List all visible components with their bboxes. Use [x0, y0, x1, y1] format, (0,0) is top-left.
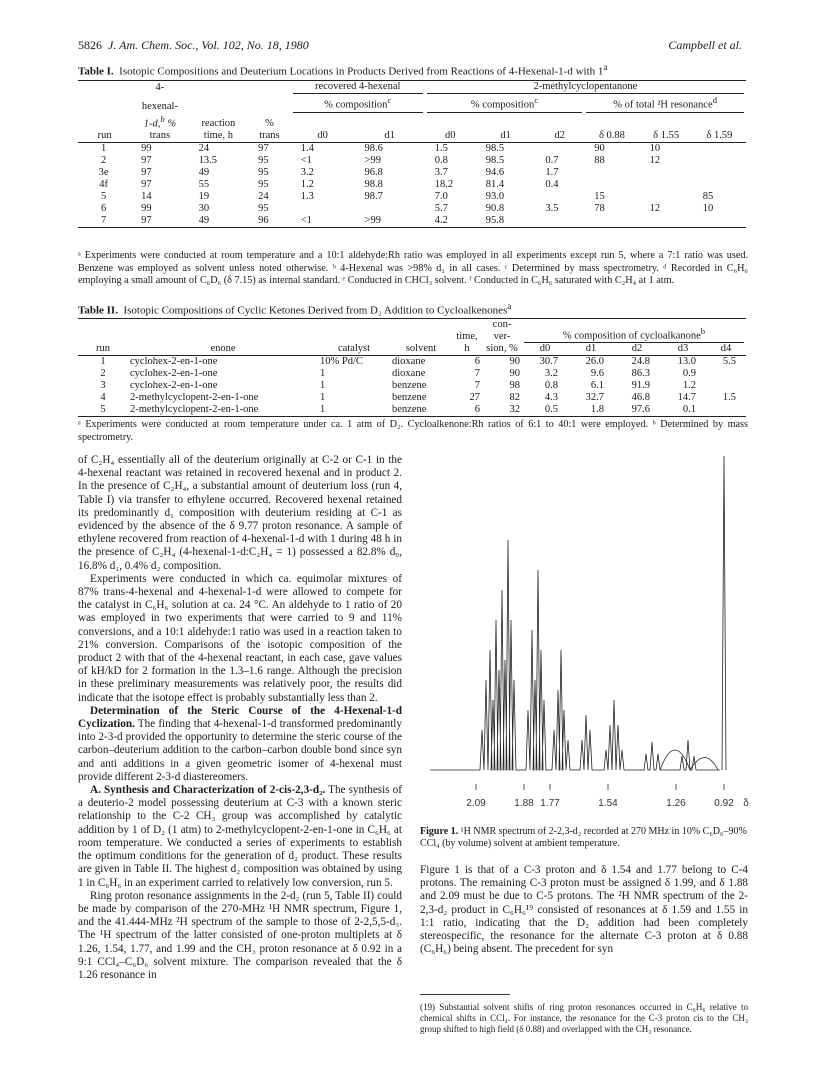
group-recovered-hexenal: recovered 4-hexenal [291, 81, 425, 95]
table-cell: 95 [258, 203, 269, 214]
table-cell: 97 [141, 167, 152, 178]
table-cell: 6 [100, 203, 107, 214]
table-cell: 97 [141, 179, 152, 190]
table-cell: 7 [474, 368, 480, 379]
table-row [78, 356, 746, 369]
page-number: 5826 [78, 38, 102, 52]
table-cell: 12 [649, 155, 661, 166]
table-cell: 0.1 [682, 404, 696, 415]
table-row [78, 203, 746, 215]
table-cell: 93.0 [485, 191, 505, 202]
table-cell: 96 [258, 215, 269, 226]
table-cell: 1.2 [682, 380, 696, 391]
table-cell: 3.7 [434, 167, 448, 178]
table-cell [693, 179, 746, 191]
table1-caption-text: Isotopic Compositions and Deuterium Locations in Products Derived from Reactions of 4-Hexenal-1-d with 1 [119, 65, 604, 78]
table-cell: 97.6 [631, 404, 650, 415]
table-cell: 0.8 [544, 380, 558, 391]
table-cell: 32.7 [585, 392, 604, 403]
table-cell: >99 [364, 155, 381, 166]
table-cell: 5.7 [434, 203, 448, 214]
table2-caption: Table II. Isotopic Compositions of Cyclic Ketones Derived from D₂ Addition to Cycloalkenones$^a$ [78, 301, 512, 317]
axis-tick-label: 1.88 [514, 798, 534, 809]
table-cell: 0.7 [545, 155, 559, 166]
table-cell [693, 143, 746, 156]
table-cell: 0.8 [434, 155, 448, 166]
table-row [78, 191, 746, 203]
table-cell: 3 [100, 380, 106, 391]
footnote-19: (19) Substantial solvent shifts of ring proton resonances occurred in C₆H₆ relative to chemical shifts in CCl₄. For instance, the resonance for the C-3 proton cis to the CH₃ group shifted to high field (δ 0.88) and overlapped with the CH₃ resonance. [420, 1002, 748, 1034]
journal-citation: J. Am. Chem. Soc., Vol. 102, No. 18, 1980 [108, 38, 309, 52]
table-cell: dioxane [392, 356, 426, 367]
table-cell: 7 [474, 380, 480, 391]
table-cell: 86.3 [631, 368, 650, 379]
table-cell: 1 [320, 380, 326, 391]
table-cell: >99 [364, 215, 381, 226]
table-cell: 24 [198, 143, 210, 154]
left-column [78, 454, 402, 982]
table-cell: 15 [594, 191, 605, 202]
table-cell: cyclohex-2-en-1-one [130, 356, 218, 367]
table-cell [640, 191, 693, 203]
table-cell: 1 [320, 404, 326, 415]
table-cell: 1.8 [590, 404, 604, 415]
table-cell [535, 143, 584, 156]
table-cell: 98 [509, 380, 520, 391]
table-cell: 30.7 [539, 356, 558, 367]
table-cell: benzene [392, 380, 427, 391]
table-cell: 9.6 [590, 368, 604, 379]
table-cell [535, 215, 584, 228]
axis-tick-label: 0.92 [714, 798, 734, 809]
table-cell: 95 [258, 167, 269, 178]
table-cell: 4.2 [434, 215, 448, 226]
table-cell: 10 [649, 143, 661, 154]
table2-label: Table II. [78, 304, 118, 317]
table-cell: 1 [320, 368, 326, 379]
table-cell: 10 [702, 203, 714, 214]
table-cell: 13.5 [198, 155, 217, 166]
table-cell [693, 215, 746, 228]
axis-tick-label: 1.77 [540, 798, 560, 809]
table-row [78, 143, 746, 156]
table-row [78, 215, 746, 228]
table-cell: 95 [258, 155, 269, 166]
paragraph: Ring proton resonance assignments in the 2-d₂ (run 5, Table II) could be made by comparison of the 270-MHz ¹H NMR spectrum, Figure 1, and the 41.444-MHz ²H spectrum of the sample to those of 2-2,5,5-d₃. The ¹H spectrum of the latter consisted of one-proton multiplets at δ 1.26, 1.54, 1.77, and 1.99 and the CH₃ proton resonance at δ 0.92 in a 9:1 CCl₄–C₆D₆ solvent mixture. The comparison revealed that the δ 1.26 resonance in [78, 889, 402, 981]
table-cell: 49 [198, 167, 210, 178]
table-cell: 82 [509, 392, 520, 403]
table-cell: 95.8 [485, 215, 505, 226]
table-cell: 32 [509, 404, 520, 415]
paragraph: of C₂H₄ essentially all of the deuterium originally at C-2 or C-1 in the 4-hexenal reactant was retained in recovered hexenal and in product 2. In the presence of C₂H₄, a substantial amount of deuterium loss (run 4, Table I) via transfer to ethylene occurred. Recovered hexenal retained its predominantly d₁ composition with deuterium residing at C-1 as evidenced by the absence of the δ 9.77 proton resonance. A sample of ethylene recovered from reaction of 4-hexenal-1-d with 1 during 48 h in the presence of C₂H₄ (4-hexenal-1-d:C₂H₄ = 1) possessed a 82.8% d₀, 16.8% d₁, 0.4% d₂ composition. [78, 454, 402, 572]
table-cell: 94.6 [485, 167, 505, 178]
table-cell: 26.0 [585, 356, 604, 367]
right-column [420, 864, 748, 956]
table-cell [706, 368, 746, 380]
table-cell: 7 [100, 215, 107, 226]
table-row [78, 167, 746, 179]
table-cell: 55 [198, 179, 210, 190]
spectrum-trace [430, 456, 726, 770]
table-cell: 96.8 [364, 167, 383, 178]
table-cell: 95 [258, 179, 269, 190]
table-cell: 4 [100, 392, 106, 403]
table-cell: 27 [469, 392, 480, 403]
table-cell: 0.5 [544, 404, 558, 415]
table-row [78, 179, 746, 191]
table-cell: 5 [100, 404, 106, 415]
table-cell [706, 404, 746, 417]
table-cell: 97 [141, 155, 152, 166]
table-cell: 13.0 [677, 356, 696, 367]
table-cell: 3e [98, 167, 109, 178]
table-cell: 5 [100, 191, 107, 202]
table-cell: 1.4 [300, 143, 314, 154]
axis-tick-label: 1.54 [598, 798, 618, 809]
table-cell: 81.4 [485, 179, 505, 190]
table-cell: 2-methylcyclopent-2-en-1-one [130, 404, 259, 415]
axis-ticks [466, 784, 749, 809]
table-cell: 1.3 [300, 191, 314, 202]
table1: 4- recovered 4-hexenal 2-methylcyclopentanone hexenal- % composition$^c$ % composition$^c$ % of total ²H resonance$^d$ 1-d,$^b$ % reaction % run trans time, h trans d0 d1 d0 d1 d2 δ 0.88 δ 1.55 δ 1.59 1 99 24 97 1.4 98.6 1.5 98.5 90 10 2 97 13.5 95 <1 >99 0.8 98.5 0.7 88 12 3e 97 49 95 3.2 96.8 3.7 94.6 1.7 4f 97 55 95 1.2 98.8 18.2 81.4 0.4 5 14 19 24 1.3 98.7 7.0 93.0 15 85 6 99 30 95 5.7 90.8 3.5 78 12 10 7 97 49 96 <1 >99 4.2 95.8 [78, 80, 746, 228]
table-cell [693, 155, 746, 167]
table-cell [291, 203, 355, 215]
table-cell: 88 [594, 155, 605, 166]
table-cell: 14.7 [677, 392, 696, 403]
table-cell: 98.8 [364, 179, 383, 190]
table-cell: 99 [141, 143, 152, 154]
table-cell: 1.5 [434, 143, 448, 154]
table-row [78, 368, 746, 380]
table-cell: 4.3 [544, 392, 558, 403]
group-methylcyclopentanone: 2-methylcyclopentanone [425, 81, 746, 95]
table-cell: 2-methylcyclopent-2-en-1-one [130, 392, 259, 403]
nmr-spectrum-figure [420, 450, 750, 815]
figure1-caption: Figure 1. ¹H NMR spectrum of 2-2,3-d₂ recorded at 270 MHz in 10% C₆D₆–90% CCl₄ (by volume) solvent at ambient temperature. [420, 826, 747, 849]
table-cell [584, 179, 639, 191]
table-cell [584, 215, 639, 228]
table-cell: 24 [258, 191, 269, 202]
table-cell: 2 [100, 155, 107, 166]
table-cell: 0.4 [545, 179, 559, 190]
table-cell: 90.8 [485, 203, 505, 214]
table-cell: 10% Pd/C [320, 356, 363, 367]
table-row [78, 392, 746, 404]
table-cell: 1 [320, 392, 326, 403]
table-cell: 1.2 [300, 179, 314, 190]
table-cell: 30 [198, 203, 210, 214]
table2-footnote: ᵃ Experiments were conducted at room temperature under ca. 1 atm of D₂. Cycloalkenone:Rh ratios of 6:1 to 40:1 were employed. ᵇ Determined by mass spectrometry. [78, 419, 748, 443]
table-cell: 98.7 [364, 191, 383, 202]
axis-tick-label: 1.26 [666, 798, 686, 809]
table1-caption: Table I. Isotopic Compositions and Deuterium Locations in Products Derived from Reactions of 4-Hexenal-1-d with 1$^a$ [78, 62, 608, 78]
table-cell: 90 [509, 356, 520, 367]
table-cell: 97 [141, 215, 152, 226]
table-cell: 98.6 [364, 143, 383, 154]
table-cell: cyclohex-2-en-1-one [130, 380, 218, 391]
table-cell: 85 [702, 191, 714, 202]
table-cell [355, 203, 425, 215]
table-cell: 18.2 [434, 179, 454, 190]
table-row [78, 404, 746, 417]
table-cell [693, 167, 746, 179]
table-cell: dioxane [392, 368, 426, 379]
table-cell: 3.2 [544, 368, 558, 379]
table-row [78, 380, 746, 392]
table-cell [640, 179, 693, 191]
paragraph: A. Synthesis and Characterization of 2-cis-2,3-d₂. The synthesis of a deuterio-2 model possessing deuterium at C-3 with a known steric relationship to the C-2 CH₃ group was accomplished by catalytic addition by 1 of D₂ (1 atm) to 2-methylcyclopent-2-en-1-one in C₆H₆ at room temperature. We conducted a series of experiments to establish the optimum conditions for the generation of d₂ product. These results are given in Table II. The highest d₂ composition was obtained by using 1 in C₆H₆ in an experiment carried to relatively low conversion, run 5. [78, 784, 402, 889]
table-cell: 97 [258, 143, 269, 154]
table-cell: 7.0 [434, 191, 448, 202]
table-cell: 19 [198, 191, 210, 202]
table-cell: 4f [99, 179, 108, 190]
table-cell: 2 [100, 368, 106, 379]
table-cell: 91.9 [631, 380, 650, 391]
ch3-peak [722, 456, 726, 770]
table-cell: 90 [594, 143, 605, 154]
table-row [78, 155, 746, 167]
table-cell: 98.5 [485, 143, 505, 154]
table-cell: cyclohex-2-en-1-one [130, 368, 218, 379]
table-cell: 1 [100, 143, 107, 154]
table-cell: 1.7 [545, 167, 559, 178]
paragraph: Figure 1 is that of a C-3 proton and δ 1.54 and 1.77 belong to C-4 protons. The remaining C-3 proton must be assigned δ 1.99, and δ 1.88 and 2.09 must be due to C-5 protons. The ²H NMR spectrum of the 2-2,3-d₂ product in C₆H₆¹⁹ consisted of resonances at δ 1.59 and 1.55 in 1:1 ratio, indicating that the D₂ addition had been completely stereospecific, the resonance for the alternate C-3 proton at δ 0.88 (C₆H₆) being absent. The precedent for syn [420, 864, 748, 956]
authors: Campbell et al. [668, 38, 742, 52]
table-cell: 1 [100, 356, 106, 367]
table-cell: 24.8 [631, 356, 650, 367]
table-cell: <1 [300, 215, 312, 226]
paragraph: Determination of the Steric Course of the 4-Hexenal-1-d Cyclization. The finding that 4-hexenal-1-d transformed predominantly into 2-3-d provided the opportunity to determine the steric course of the carbon–deuterium addition to the carbon–carbon double bond since syn and anti additions in a given geometric isomer of 4-hexenal must provide different 2-3-d diastereomers. [78, 704, 402, 783]
table-cell: 99 [141, 203, 152, 214]
table-cell: 3.2 [300, 167, 314, 178]
table-cell: 6.1 [590, 380, 604, 391]
table-cell: 49 [198, 215, 210, 226]
axis-tick-label: δ [743, 798, 749, 809]
table1-footnote: ᵃ Experiments were conducted at room temperature and a 10:1 aldehyde:Rh ratio was employed in all experiments except run 5, where a 7:1 ratio was used. Benzene was employed as solvent unless noted otherwise. ᵇ 4-Hexenal was >98% d₁ in all cases. ᶜ Determined by mass spectrometry. ᵈ Recorded in C₆H₆ employing a small amount of C₆D₆ (δ 7.15) as internal standard. ᵉ Conducted in CHCl₃ solvent. ᶠ Conducted in C₆H₆ saturated with C₂H₄ at 1 atm. [78, 250, 748, 286]
table-cell: 14 [141, 191, 152, 202]
table-cell: 5.5 [722, 356, 736, 367]
table-cell [706, 380, 746, 392]
table-cell: 46.8 [631, 392, 650, 403]
table-cell: 1.5 [722, 392, 736, 403]
table-cell: 6 [474, 404, 480, 415]
table-cell: 78 [594, 203, 605, 214]
table-cell: 12 [649, 203, 661, 214]
paragraph: Experiments were conducted in which ca. equimolar mixtures of 87% trans-4-hexenal and 4-hexenal-1-d were allowed to compete for the catalyst in C₆H₆ solution at ca. 24 °C. An aldehyde to 1 ratio of 20 was employed in two experiments that were carried to 9 and 11% conversions, and a 10:1 aldehyde:1 ratio was used in a reaction taken to 21% conversion. Comparisons of the isotopic composition of the product 2 with that of the 4-hexenal reactant, in each case, gave values of kH/kD for 2 formation in the 1.3–1.6 range. Although the precision in these preliminary measurements was relatively poor, the results did indicate that the isotope effect is probably substantially less than 2. [78, 572, 402, 704]
axis-tick-label: 2.09 [466, 798, 486, 809]
footnote-divider [420, 994, 510, 995]
table1-label: Table I. [78, 65, 114, 78]
table-cell: 90 [509, 368, 520, 379]
table-cell: 3.5 [545, 203, 559, 214]
table-cell [535, 191, 584, 203]
table-cell [640, 167, 693, 179]
table-cell: 0.9 [682, 368, 696, 379]
table-cell: benzene [392, 404, 427, 415]
table-cell [640, 215, 693, 228]
table-cell: 6 [474, 356, 480, 367]
table2: con- % composition of cycloalkanone$^b$ time, ver- run enone catalyst solvent h sion, % d0 d1 d2 d3 d4 1 cyclohex-2-en-1-one 10% Pd/C dioxane 6 90 30.7 26.0 24.8 13.0 5.5 2 cyclohex-2-en-1-one 1 dioxane 7 90 3.2 9.6 86.3 0.9 3 cyclohex-2-en-1-one 1 benzene 7 98 0.8 6.1 91.9 1.2 4 2-methylcyclopent-2-en-1-one 1 benzene 27 82 4.3 32.7 46.8 14.7 1.5 5 2-methylcyclopent-2-en-1-one 1 benzene 6 32 0.5 1.8 97.6 0.1 [78, 318, 746, 417]
table-cell: <1 [300, 155, 312, 166]
table-cell: 98.5 [485, 155, 505, 166]
spectrum-path [430, 540, 720, 770]
table-cell [584, 167, 639, 179]
table-cell: benzene [392, 392, 427, 403]
table2-caption-text: Isotopic Compositions of Cyclic Ketones Derived from D₂ Addition to Cycloalkenones [123, 304, 508, 317]
